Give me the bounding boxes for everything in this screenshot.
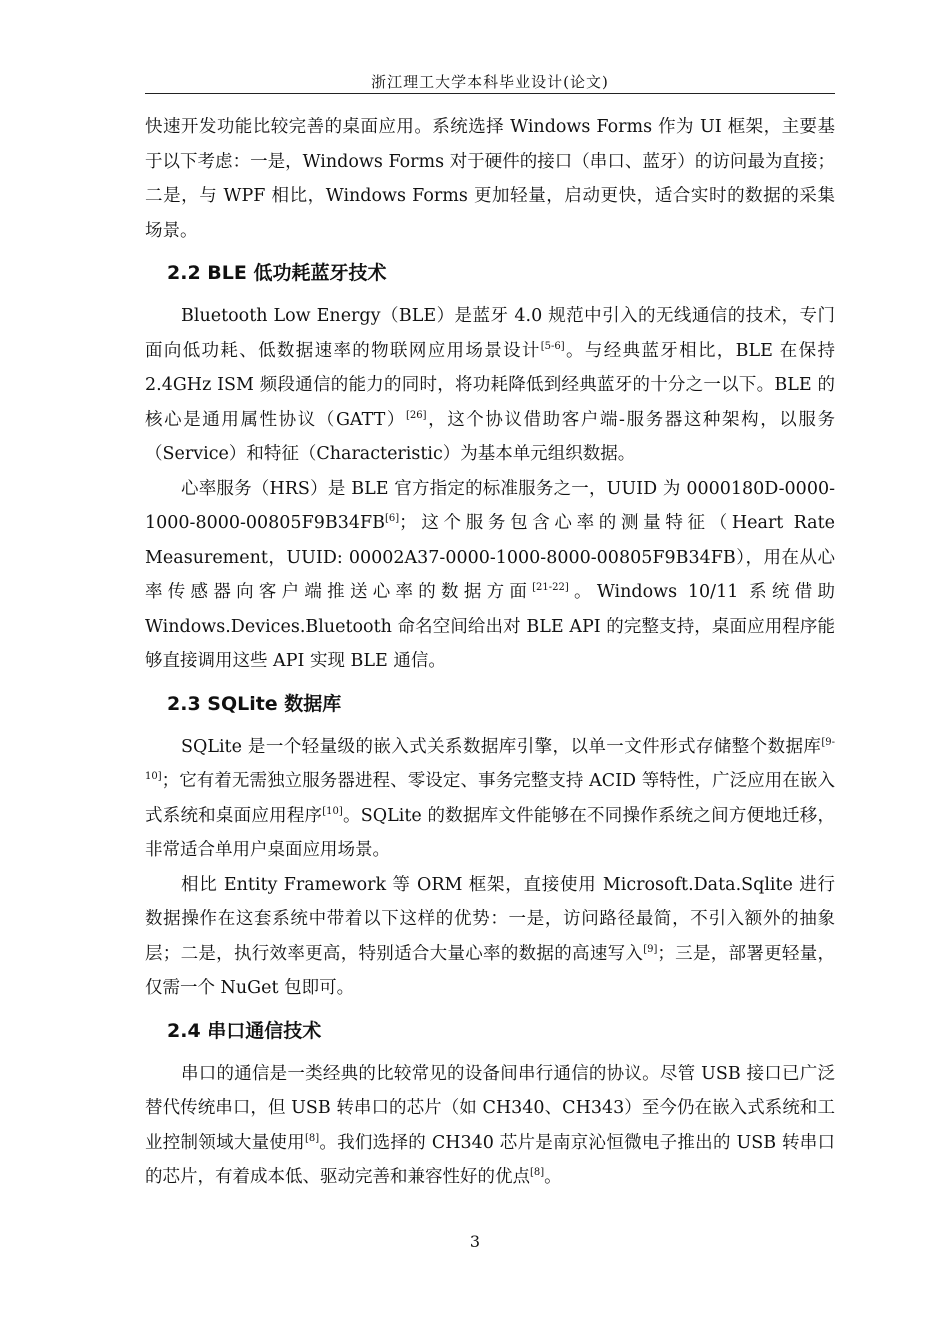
paragraph: [145, 1057, 835, 1195]
paragraph: [145, 299, 835, 472]
paragraph-text: 。我们选择的 CH340 芯片是南京沁恒微电子推出的 USB 转串口的芯片，有着成本低、驱动完善和兼容性好的优点: [145, 1132, 836, 1187]
section-heading: 2.2 BLE 低功耗蓝牙技术: [167, 262, 387, 284]
paragraph-text: ，这个协议借助客户端-服务器这种架构，以服务（Service）和特征（Characteristic）为基本单元组织数据。: [145, 409, 835, 464]
section-heading: 2.3 SQLite 数据库: [167, 692, 342, 715]
paragraph: [145, 472, 835, 679]
paragraph-text: 。SQLite 的数据库文件能够在不同操作系统之间方便地迁移，非常适合单用户桌面应用场景。: [145, 805, 835, 860]
citation-ref: [8]: [304, 1132, 320, 1144]
paragraph-text: ；它有着无需独立服务器进程、零设定、事务完整支持 ACID 等特性，广泛应用在嵌入式系统和桌面应用程序: [145, 771, 835, 826]
citation-ref: [9-10]: [145, 736, 835, 783]
page-header: 浙江理工大学本科毕业设计(论文): [371, 73, 609, 91]
citation-ref: [9]: [643, 943, 658, 955]
paragraph-text: ；这个服务包含心率的测量特征（Heart Rate Measurement，UUID: 00002A37-0000-1000-8000-00805F9B34FB），用在从心率传感器向客户端推送心率的数据方面: [145, 513, 835, 602]
paragraph-text: 。: [544, 1167, 562, 1187]
citation-ref: [26]: [405, 409, 427, 421]
paragraph-text: 心率服务（HRS）是 BLE 官方指定的标准服务之一，UUID 为 0000180D-0000-1000-8000-00805F9B34FB: [145, 478, 835, 533]
page-number: 3: [469, 1232, 481, 1251]
paragraph-text: 快速开发功能比较完善的桌面应用。系统选择 Windows Forms 作为 UI 框架，主要基于以下考虑：一是，Windows Forms 对于硬件的接口（串口、蓝牙）的访问最为直接；二是，与 WPF 相比，Windows Forms 更加轻量，启动更快，适合实时的数据的采集场景。: [145, 117, 835, 241]
citation-ref: [5-6]: [540, 340, 565, 352]
paragraph-text: 串口的通信是一类经典的比较常见的设备间串行通信的协议。尽管 USB 接口已广泛替代传统串口，但 USB 转串口的芯片（如 CH340、CH343）至今仍在嵌入式系统和工业控制领域大量使用: [145, 1063, 835, 1153]
paragraph-text: ；三是，部署更轻量，仅需一个 NuGet 包即可。: [145, 943, 836, 998]
paragraph-text: 。与经典蓝牙相比，BLE 在保持 2.4GHz ISM 频段通信的能力的同时，将功耗降低到经典蓝牙的十分之一以下。BLE 的核心是通用属性协议（GATT）: [145, 340, 835, 430]
paragraph: [145, 110, 835, 248]
citation-ref: [8]: [530, 1167, 545, 1179]
section-heading: 2.4 串口通信技术: [167, 1019, 322, 1042]
paragraph-text: 相比 Entity Framework 等 ORM 框架，直接使用 Microsoft.Data.Sqlite 进行数据操作在这套系统中带着以下这样的优势：一是，访问路径最简，不引入额外的抽象层；二是，执行效率更高，特别适合大量心率的数据的高速写入: [145, 874, 835, 964]
paragraph-text: 。Windows 10/11 系统借助 Windows.Devices.Bluetooth 命名空间给出对 BLE API 的完整支持，桌面应用程序能够直接调用这些 API 实现 BLE 通信。: [145, 582, 835, 671]
paragraph: [145, 730, 835, 868]
paragraph-text: SQLite 是一个轻量级的嵌入式关系数据库引擎，以单一文件形式存储整个数据库: [181, 736, 822, 757]
citation-ref: [21-22]: [532, 582, 569, 594]
paper-body: [145, 110, 835, 1195]
citation-ref: [10]: [322, 805, 343, 817]
paragraph: [145, 868, 835, 1006]
paragraph-text: Bluetooth Low Energy（BLE）是蓝牙 4.0 规范中引入的无线通信的技术，专门面向低功耗、低数据速率的物联网应用场景设计: [145, 306, 835, 361]
header-rule: [145, 93, 835, 94]
citation-ref: [6]: [384, 513, 400, 525]
